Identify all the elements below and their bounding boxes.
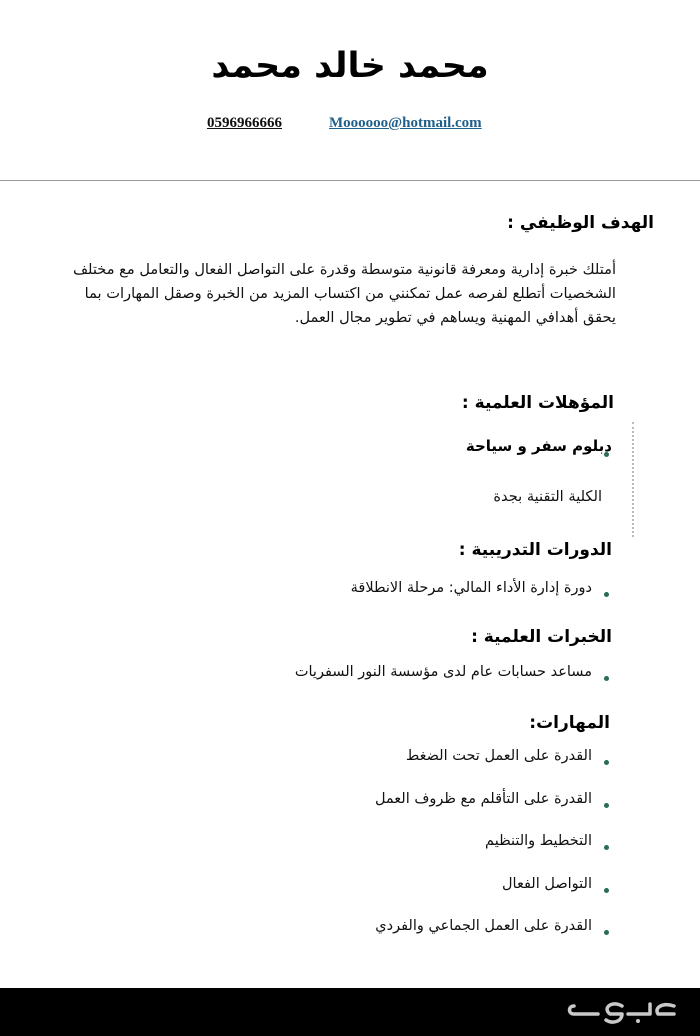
bullet-icon (604, 760, 609, 765)
phone-number[interactable]: 0596966666 (207, 115, 282, 131)
list-item: التخطيط والتنظيم (485, 833, 592, 849)
list-item: دورة إدارة الأداء المالي: مرحلة الانطلاقة (350, 580, 592, 596)
training-heading: الدورات التدريبية : (458, 540, 612, 560)
list-item: القدرة على العمل تحت الضغط (405, 748, 592, 764)
bullet-icon (604, 592, 609, 597)
bullet-icon (604, 803, 609, 808)
experience-heading: الخبرات العلمية : (471, 627, 612, 647)
bullet-icon (604, 845, 609, 850)
qualification-degree: دبلوم سفر و سياحة (465, 437, 612, 455)
list-item: القدرة على العمل الجماعي والفردي (375, 918, 592, 934)
qualifications-heading: المؤهلات العلمية : (461, 393, 614, 413)
qualification-institution: الكلية التقنية بجدة (493, 488, 602, 505)
objective-heading: الهدف الوظيفي : (507, 213, 654, 233)
bullet-icon (604, 888, 609, 893)
skills-heading: المهارات: (529, 713, 610, 733)
list-item: القدرة على التأقلم مع ظروف العمل (374, 791, 592, 807)
bullet-icon (604, 676, 609, 681)
objective-text: أمتلك خبرة إدارية ومعرفة قانونية متوسطة وقدرة على التواصل الفعال والتعامل مع مختلف الشخصيات أتطلع لفرصه عمل تمكنني من اكتساب المزيد من الخبرة وصقل المهارات بما يحقق أهدافي المهنية ويساهم في تطوير مجال العمل. (72, 261, 616, 326)
bullet-icon (604, 930, 609, 935)
email-link[interactable]: Moooooo@hotmail.com (329, 115, 482, 131)
haraj-logo-icon (562, 998, 682, 1026)
candidate-name: محمد خالد محمد (211, 46, 489, 86)
header-divider (0, 180, 700, 181)
list-item: مساعد حسابات عام لدى مؤسسة النور السفريات (294, 664, 592, 680)
scroll-indicator (632, 422, 634, 537)
list-item: التواصل الفعال (502, 876, 592, 892)
